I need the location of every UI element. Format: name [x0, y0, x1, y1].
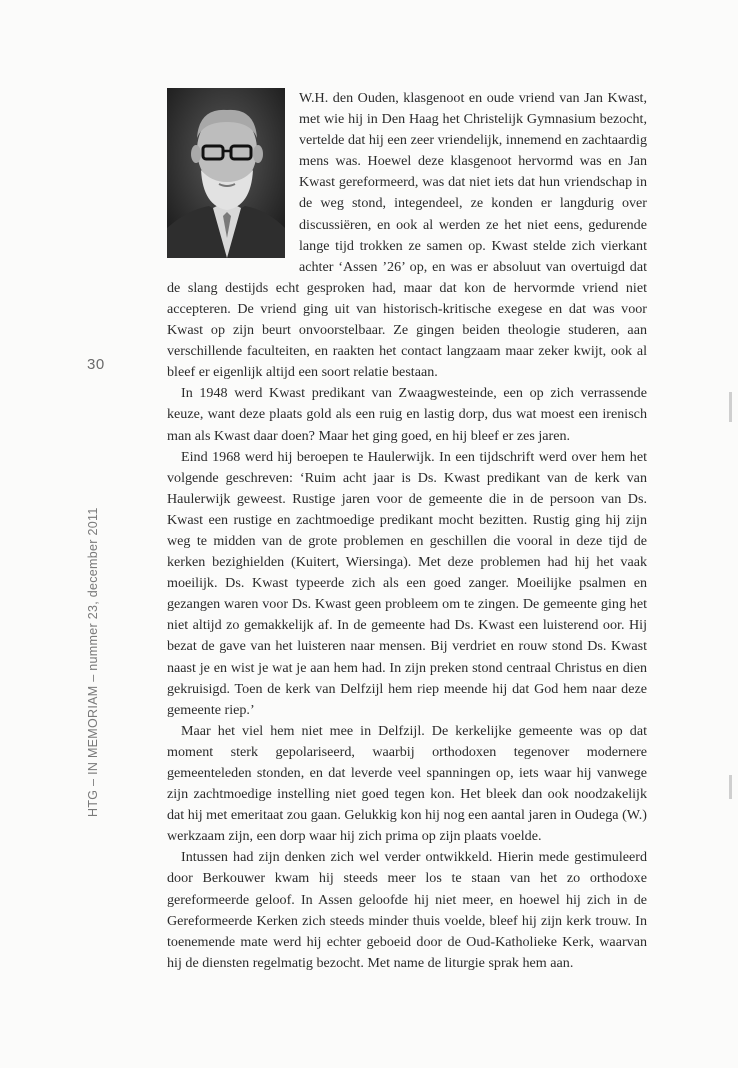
page-number: 30 — [87, 356, 105, 373]
paragraph: W.H. den Ouden, klasgenoot en oude vriend van Jan Kwast, met wie hij in Den Haag het Christelijk Gymnasium bezocht, vertelde dat hij een zeer vriendelijk, innemend en zachtaardig mens was. Hoewel deze klasgenoot hervormd was en Jan Kwast gereformeerd, was dat niet iets dat hun vriendschap in de weg stond, integendeel, ze konden er langdurig over discussiëren, en ook al werden ze het niet eens, gedurende lange tijd trokken ze samen op. Kwast stelde zich vierkant achter ‘Assen ’26’ op, en was er absoluut van overtuigd dat de slang destijds echt gesproken had, maar dat kon de hervormde vriend niet accepteren. De vriend ging uit van historisch-kritische exegese en dat was voor Kwast op zijn beurt onvoorstelbaar. Ze gingen beiden theologie studeren, aan verschillende faculteiten, en raakten het contact langzaam maar zeker kwijt, ook al bleef er eigenlijk altijd een soort relatie bestaan. — [167, 90, 647, 381]
running-footer-text: HTG – IN MEMORIAM – nummer 23, december 2011 — [86, 507, 100, 817]
article-body — [167, 88, 647, 974]
edge-mark — [729, 775, 732, 799]
paragraph: In 1948 werd Kwast predikant van Zwaagwesteinde, een op zich verrassende keuze, want deze plaats gold als een ruig en lastig dorp, dus wat moest een irenisch man als Kwast daar doen? Maar het ging goed, en hij bleef er zes jaren. — [167, 385, 647, 444]
paragraph: Eind 1968 werd hij beroepen te Haulerwijk. In een tijdschrift werd over hem het volgende geschreven: ‘Ruim acht jaar is Ds. Kwast predikant van de kerk van Haulerwijk geweest. Rustige jaren voor de gemeente die in de persoon van Ds. Kwast een rustige en zachtmoedige predikant mocht bezitten. Rustig ging hij zijn weg te midden van de grote problemen en geschillen die vooral in deze tijd de kerken bezighielden (Kuitert, Wiersinga). Met deze problemen had hij het vaak moeilijk. Ds. Kwast typeerde zich als een goed zanger. Moeilijke psalmen en gezangen waren voor Ds. Kwast geen probleem om te zingen. De gemeente ging het niet altijd zo gemakkelijk af. In de gemeente had Ds. Kwast een luisterend oor. Hij bezat de gave van het luisteren naar mensen. Bij verdriet en rouw stond Ds. Kwast naast je en wist je wat je aan hem had. In zijn preken stond centraal Christus en dien gekruisigd. Toen de kerk van Delfzijl hem riep meende hij dat God hem naar deze gemeente riep.’ — [167, 448, 647, 718]
paragraph: Maar het viel hem niet mee in Delfzijl. De kerkelijke gemeente was op dat moment sterk gepolariseerd, waarbij orthodoxen tegenover modernere gemeenteleden stonden, en dat leverde veel spanningen op, iets waar hij vanwege zijn zachtmoedige instelling niet goed tegen kon. Het bleek dan ook noodzakelijk dat hij met emeritaat zou gaan. Gelukkig kon hij nog een aantal jaren in Oudega (W.) werkzaam zijn, een dorp waar hij zich prima op zijn plaats voelde. — [167, 722, 647, 845]
paragraph: Intussen had zijn denken zich wel verder ontwikkeld. Hierin mede gestimuleerd door Berkouwer kwam hij steeds meer los te staan van het zo orthodoxe gereformeerde geloof. In Assen geloofde hij niet meer, en hoewel hij zich in de Gereformeerde Kerken zich steeds minder thuis voelde, bleef hij zijn kerk trouw. In toenemende mate werd hij echter geboeid door de Oud-Katholieke Kerk, waarvan hij de diensten regelmatig bezocht. Met name de liturgie sprak hem aan. — [167, 849, 647, 971]
edge-mark — [729, 392, 732, 422]
portrait-photo-icon — [167, 88, 285, 258]
